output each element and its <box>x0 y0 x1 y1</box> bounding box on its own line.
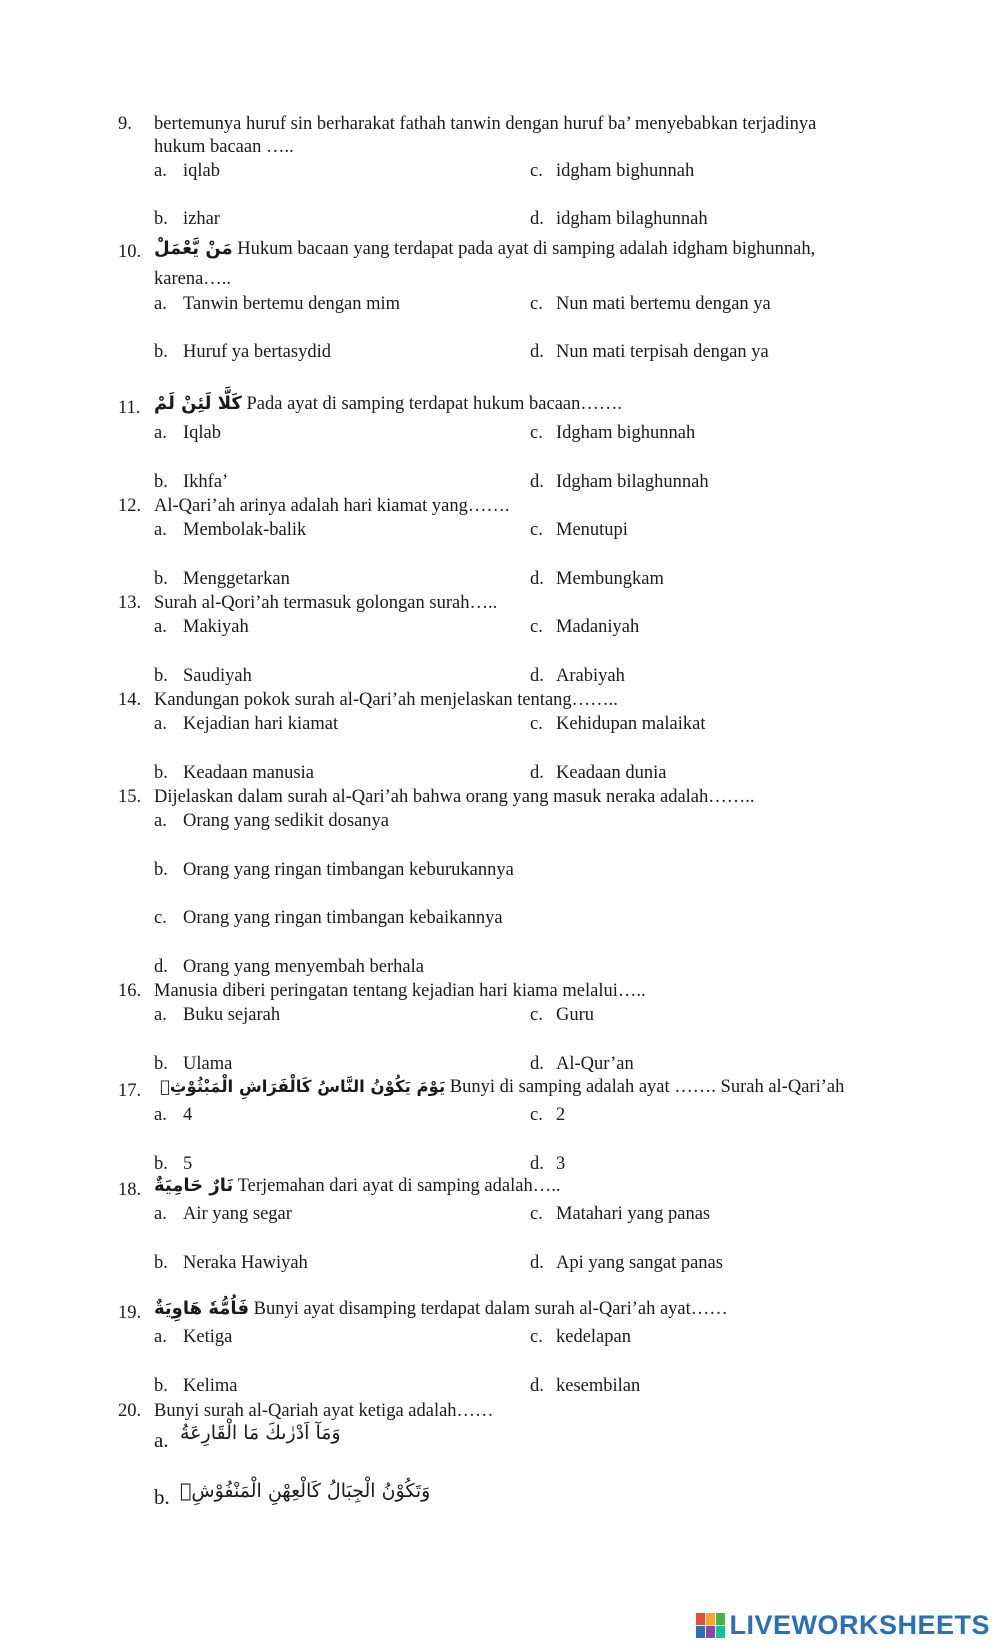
q18-stem <box>154 1177 560 1196</box>
q12-label-d: d. <box>530 569 544 589</box>
q18-option-a[interactable]: Air yang segar <box>183 1204 292 1224</box>
q17-number: 17. <box>118 1081 142 1101</box>
q12-label-b: b. <box>154 569 168 589</box>
q17-label-b: b. <box>154 1154 168 1174</box>
logo-tile <box>696 1626 705 1638</box>
q14-option-a[interactable]: Kejadian hari kiamat <box>183 714 339 734</box>
q15-option-c[interactable]: Orang yang ringan timbangan kebaikannya <box>183 908 503 928</box>
q17-text: Bunyi di samping adalah ayat ……. Surah al-Qari’ah <box>449 1077 845 1097</box>
q14-option-b[interactable]: Keadaan manusia <box>183 763 314 783</box>
q11-text: Pada ayat di samping terdapat hukum bacaan……. <box>246 394 623 414</box>
q13-option-b[interactable]: Saudiyah <box>183 666 252 686</box>
q11-label-d: d. <box>530 472 544 492</box>
q16-number: 16. <box>118 981 142 1001</box>
q11-arabic: كَلَّا لَئِنْ لَمْ <box>154 393 242 414</box>
q18-option-b[interactable]: Neraka Hawiyah <box>183 1253 308 1273</box>
q19-stem <box>154 1300 728 1319</box>
q20-option-b-arabic: وَتَكُوْنُ الْجِبَالُ كَالْعِهْنِ الْمَنْفُوْشِۗ <box>180 1480 431 1502</box>
q19-label-c: c. <box>530 1327 543 1347</box>
q14-label-c: c. <box>530 714 543 734</box>
q20-option-a-arabic: وَمَآ اَدْرٰىكَ مَا الْقَارِعَةُ <box>180 1422 341 1444</box>
q14-label-d: d. <box>530 763 544 783</box>
q15-label-a: a. <box>154 811 167 831</box>
q18-text: Terjemahan dari ayat di samping adalah….. <box>237 1176 561 1196</box>
q10-label-d: d. <box>530 342 544 362</box>
q13-label-c: c. <box>530 617 543 637</box>
q9-label-a: a. <box>154 161 167 181</box>
q17-option-d[interactable]: 3 <box>556 1154 566 1174</box>
q9-label-c: c. <box>530 161 543 181</box>
q10-number: 10. <box>118 242 142 262</box>
q12-option-c[interactable]: Menutupi <box>556 520 628 540</box>
q17-label-a: a. <box>154 1105 167 1125</box>
q13-label-b: b. <box>154 666 168 686</box>
q17-label-c: c. <box>530 1105 543 1125</box>
q16-option-a[interactable]: Buku sejarah <box>183 1005 281 1025</box>
q10-stem <box>154 240 815 259</box>
q19-arabic: فَاُمُّهٗ هَاوِيَةٌ <box>154 1298 249 1319</box>
q10-option-a[interactable]: Tanwin bertemu dengan mim <box>183 294 401 314</box>
q9-option-a[interactable]: iqlab <box>183 161 220 181</box>
q9-label-b: b. <box>154 209 168 229</box>
q11-label-b: b. <box>154 472 168 492</box>
q12-option-a[interactable]: Membolak-balik <box>183 520 307 540</box>
q9-option-d[interactable]: idgham bilaghunnah <box>556 209 708 229</box>
liveworksheets-logo-icon <box>696 1613 725 1638</box>
q20-number: 20. <box>118 1401 142 1421</box>
q11-option-b[interactable]: Ikhfa’ <box>183 472 229 492</box>
q19-text: Bunyi ayat disamping terdapat dalam surah al-Qari’ah ayat…… <box>253 1299 728 1319</box>
q10-label-a: a. <box>154 294 167 314</box>
logo-tile <box>696 1613 705 1625</box>
q12-label-a: a. <box>154 520 167 540</box>
q19-number: 19. <box>118 1303 142 1323</box>
q12-option-d[interactable]: Membungkam <box>556 569 664 589</box>
q10-text-cont: karena….. <box>154 269 232 289</box>
q19-option-c[interactable]: kedelapan <box>556 1327 631 1347</box>
q15-option-b[interactable]: Orang yang ringan timbangan keburukannya <box>183 860 514 880</box>
q18-label-d: d. <box>530 1253 544 1273</box>
q17-option-c[interactable]: 2 <box>556 1105 566 1125</box>
q17-option-b[interactable]: 5 <box>183 1154 193 1174</box>
q11-option-d[interactable]: Idgham bilaghunnah <box>556 472 709 492</box>
q18-label-a: a. <box>154 1204 167 1224</box>
q11-number: 11. <box>118 398 141 418</box>
q14-option-c[interactable]: Kehidupan malaikat <box>556 714 706 734</box>
q18-arabic: نَارٌ حَامِيَةٌ <box>154 1175 234 1196</box>
q10-label-c: c. <box>530 294 543 314</box>
q10-option-c[interactable]: Nun mati bertemu dengan ya <box>556 294 771 314</box>
q15-text: Dijelaskan dalam surah al-Qari’ah bahwa orang yang masuk neraka adalah…….. <box>154 787 755 807</box>
liveworksheets-logo <box>696 1610 990 1641</box>
q11-option-c[interactable]: Idgham bighunnah <box>556 423 696 443</box>
q12-label-c: c. <box>530 520 543 540</box>
q19-label-b: b. <box>154 1376 168 1396</box>
q13-option-c[interactable]: Madaniyah <box>556 617 640 637</box>
q13-text: Surah al-Qori’ah termasuk golongan surah….. <box>154 593 498 613</box>
q20-label-b: b. <box>154 1485 170 1509</box>
q20-option-b[interactable] <box>180 1482 430 1502</box>
logo-tile <box>706 1613 715 1625</box>
logo-tile <box>716 1613 725 1625</box>
q15-label-b: b. <box>154 860 168 880</box>
q17-label-d: d. <box>530 1154 544 1174</box>
q16-option-d[interactable]: Al-Qur’an <box>556 1054 634 1074</box>
q15-label-d: d. <box>154 957 168 977</box>
q13-option-d[interactable]: Arabiyah <box>556 666 625 686</box>
q16-label-b: b. <box>154 1054 168 1074</box>
q13-label-a: a. <box>154 617 167 637</box>
q12-option-b[interactable]: Menggetarkan <box>183 569 290 589</box>
q13-label-d: d. <box>530 666 544 686</box>
q15-option-a[interactable]: Orang yang sedikit dosanya <box>183 811 390 831</box>
q9-number: 9. <box>118 114 132 134</box>
q9-label-d: d. <box>530 209 544 229</box>
q16-text: Manusia diberi peringatan tentang kejadian hari kiama melalui….. <box>154 981 646 1001</box>
q9-text: bertemunya huruf sin berharakat fathah tanwin dengan huruf ba’ menyebabkan terjadinya <box>154 114 817 134</box>
q16-label-a: a. <box>154 1005 167 1025</box>
q17-option-a[interactable]: 4 <box>183 1105 193 1125</box>
q18-option-c[interactable]: Matahari yang panas <box>556 1204 711 1224</box>
q15-number: 15. <box>118 787 142 807</box>
q13-option-a[interactable]: Makiyah <box>183 617 249 637</box>
q17-arabic: يَوْمَ يَكُوْنُ النَّاسُ كَالْفَرَاشِ الْمَبْثُوْثِۙ <box>160 1077 446 1096</box>
q11-label-c: c. <box>530 423 543 443</box>
q12-text: Al-Qari’ah arinya adalah hari kiamat yang……. <box>154 496 510 516</box>
q9-option-b[interactable]: izhar <box>183 209 220 229</box>
q11-stem <box>154 395 622 414</box>
q18-option-d[interactable]: Api yang sangat panas <box>556 1253 723 1273</box>
q14-label-b: b. <box>154 763 168 783</box>
q13-number: 13. <box>118 593 142 613</box>
q10-text: Hukum bacaan yang terdapat pada ayat di samping adalah idgham bighunnah, <box>237 239 816 259</box>
q10-label-b: b. <box>154 342 168 362</box>
q18-label-b: b. <box>154 1253 168 1273</box>
q18-number: 18. <box>118 1180 142 1200</box>
q19-option-b[interactable]: Kelima <box>183 1376 238 1396</box>
q19-label-a: a. <box>154 1327 167 1347</box>
logo-tile <box>716 1626 725 1638</box>
q15-option-d[interactable]: Orang yang menyembah berhala <box>183 957 424 977</box>
q20-text: Bunyi surah al-Qariah ayat ketiga adalah…… <box>154 1401 494 1421</box>
q11-label-a: a. <box>154 423 167 443</box>
q20-option-a[interactable] <box>180 1424 341 1444</box>
q9-text-cont: hukum bacaan ….. <box>154 137 294 157</box>
q14-option-d[interactable]: Keadaan dunia <box>556 763 667 783</box>
q19-option-a[interactable]: Ketiga <box>183 1327 233 1347</box>
q16-option-b[interactable]: Ulama <box>183 1054 233 1074</box>
q10-arabic: مَنْ يَّعْمَلْ <box>154 238 233 259</box>
logo-tile <box>706 1626 715 1638</box>
liveworksheets-logo-text: LIVEWORKSHEETS <box>729 1610 990 1640</box>
q14-label-a: a. <box>154 714 167 734</box>
q10-option-b[interactable]: Huruf ya bertasydid <box>183 342 331 362</box>
q10-option-d[interactable]: Nun mati terpisah dengan ya <box>556 342 769 362</box>
q9-option-c[interactable]: idgham bighunnah <box>556 161 695 181</box>
q20-label-a: a. <box>154 1428 169 1452</box>
q14-number: 14. <box>118 690 142 710</box>
q19-option-d[interactable]: kesembilan <box>556 1376 641 1396</box>
q18-label-c: c. <box>530 1204 543 1224</box>
q16-option-c[interactable]: Guru <box>556 1005 595 1025</box>
q19-label-d: d. <box>530 1376 544 1396</box>
q12-number: 12. <box>118 496 142 516</box>
q15-label-c: c. <box>154 908 167 928</box>
q16-label-c: c. <box>530 1005 543 1025</box>
q11-option-a[interactable]: Iqlab <box>183 423 222 443</box>
q17-stem <box>160 1078 844 1097</box>
q16-label-d: d. <box>530 1054 544 1074</box>
q14-text: Kandungan pokok surah al-Qari’ah menjelaskan tentang…….. <box>154 690 618 710</box>
